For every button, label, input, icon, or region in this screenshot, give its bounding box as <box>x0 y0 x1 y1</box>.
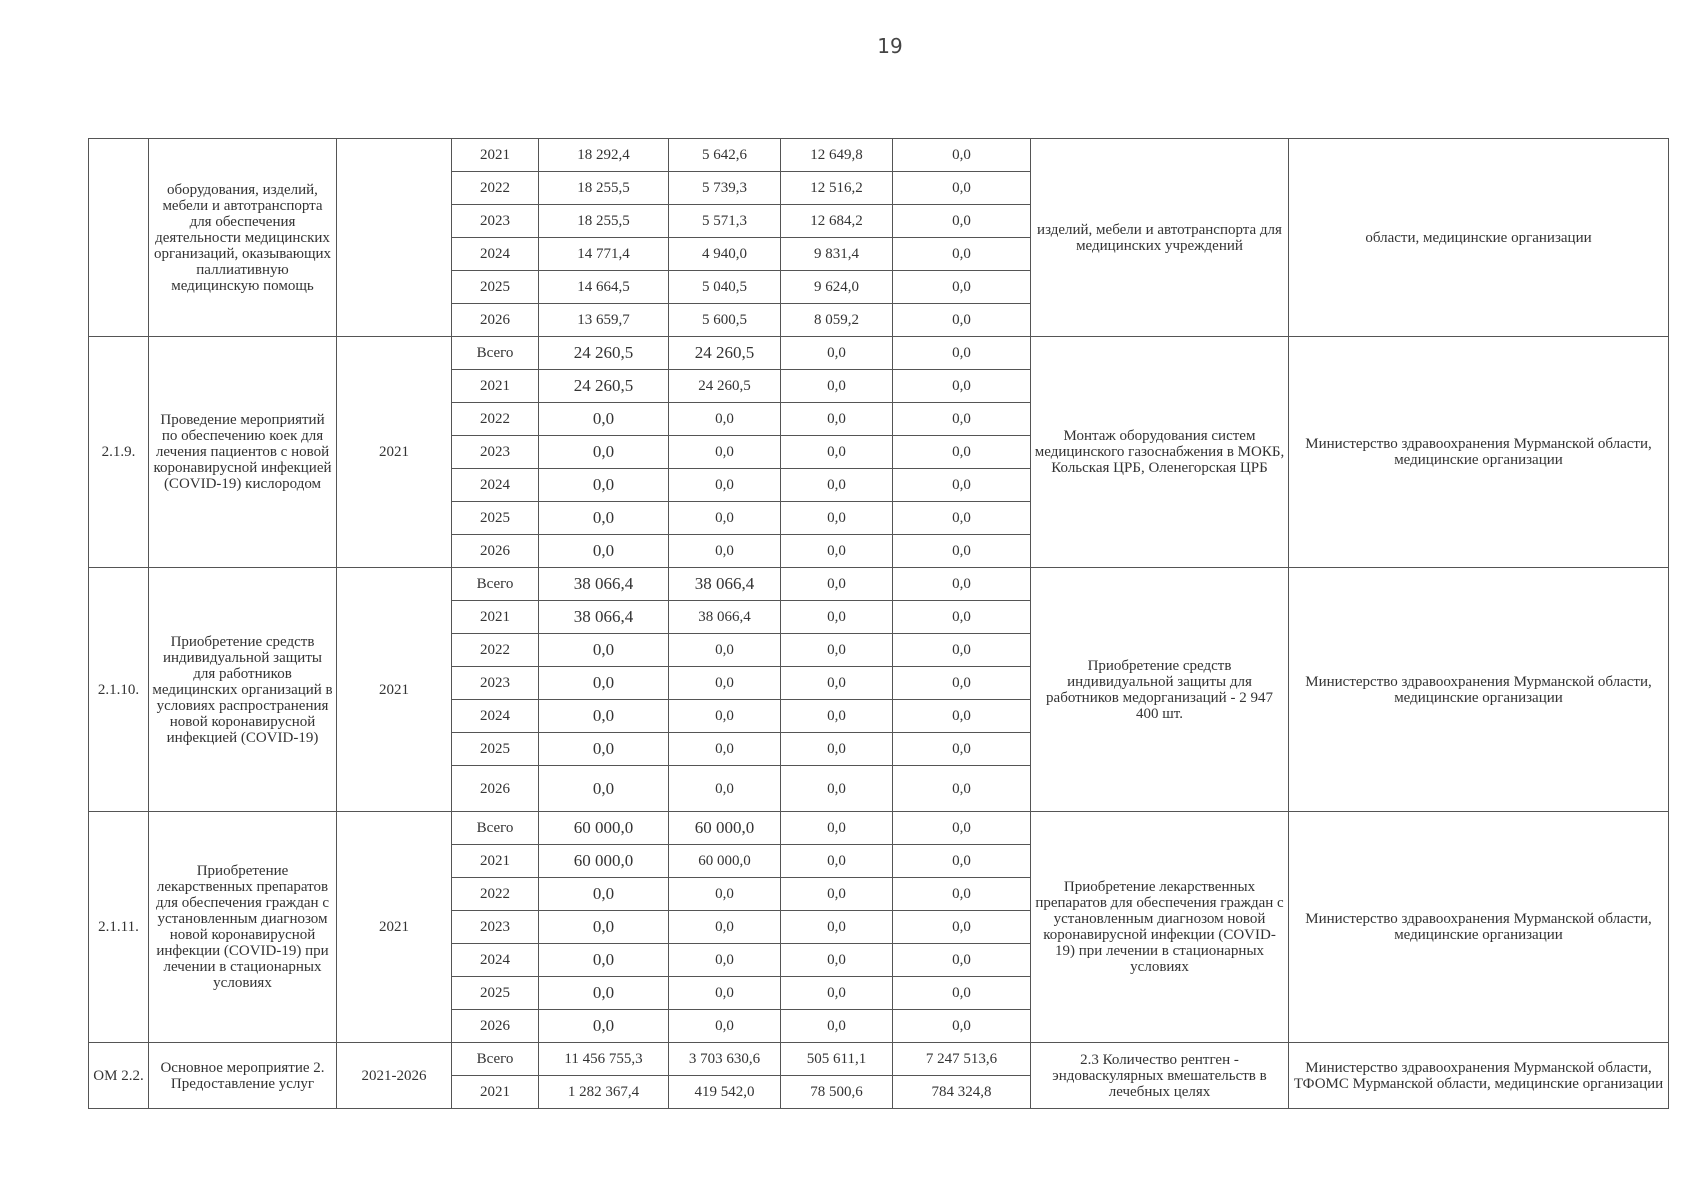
total-cell: 11 456 755,3 <box>539 1043 669 1076</box>
source3-cell: 0,0 <box>893 700 1031 733</box>
source1-cell: 0,0 <box>669 766 781 812</box>
executor-cell: Министерство здравоохранения Мурманской области, медицинские организации <box>1289 337 1669 568</box>
source1-cell: 5 642,6 <box>669 139 781 172</box>
source3-cell: 0,0 <box>893 502 1031 535</box>
year-cell: 2024 <box>452 944 539 977</box>
total-cell: 24 260,5 <box>539 337 669 370</box>
source3-cell: 0,0 <box>893 568 1031 601</box>
year-cell: 2022 <box>452 634 539 667</box>
total-cell: 0,0 <box>539 634 669 667</box>
source2-cell: 78 500,6 <box>781 1076 893 1109</box>
source3-cell: 0,0 <box>893 944 1031 977</box>
year-cell: Всего <box>452 568 539 601</box>
source1-cell: 38 066,4 <box>669 601 781 634</box>
item-index: ОМ 2.2. <box>89 1043 149 1109</box>
total-cell: 60 000,0 <box>539 845 669 878</box>
item-index <box>89 139 149 337</box>
item-period: 2021 <box>337 568 452 812</box>
source2-cell: 505 611,1 <box>781 1043 893 1076</box>
source1-cell: 0,0 <box>669 878 781 911</box>
table-row <box>89 1043 1669 1076</box>
item-name: Приобретение средств индивидуальной защиты для работников медицинских организаций в условиях распространения новой коронавирусной инфекцией (COVID-19) <box>149 568 337 812</box>
total-cell: 1 282 367,4 <box>539 1076 669 1109</box>
source2-cell: 0,0 <box>781 469 893 502</box>
source1-cell: 24 260,5 <box>669 337 781 370</box>
source1-cell: 0,0 <box>669 977 781 1010</box>
executor-cell: Министерство здравоохранения Мурманской области, ТФОМС Мурманской области, медицинские организации <box>1289 1043 1669 1109</box>
source2-cell: 0,0 <box>781 535 893 568</box>
source3-cell: 0,0 <box>893 634 1031 667</box>
source2-cell: 0,0 <box>781 667 893 700</box>
source3-cell: 0,0 <box>893 766 1031 812</box>
indicator-cell: изделий, мебели и автотранспорта для медицинских учреждений <box>1031 139 1289 337</box>
source1-cell: 0,0 <box>669 944 781 977</box>
year-cell: 2021 <box>452 1076 539 1109</box>
source3-cell: 0,0 <box>893 436 1031 469</box>
source1-cell: 0,0 <box>669 700 781 733</box>
total-cell: 0,0 <box>539 977 669 1010</box>
table-row <box>89 337 1669 370</box>
source2-cell: 8 059,2 <box>781 304 893 337</box>
source1-cell: 38 066,4 <box>669 568 781 601</box>
year-cell: 2024 <box>452 700 539 733</box>
program-table <box>88 138 1669 1109</box>
total-cell: 0,0 <box>539 766 669 812</box>
total-cell: 14 771,4 <box>539 238 669 271</box>
year-cell: Всего <box>452 1043 539 1076</box>
indicator-cell: Монтаж оборудования систем медицинского газоснабжения в МОКБ, Кольская ЦРБ, Оленегорская ЦРБ <box>1031 337 1289 568</box>
source2-cell: 0,0 <box>781 812 893 845</box>
year-cell: 2025 <box>452 977 539 1010</box>
source2-cell: 0,0 <box>781 601 893 634</box>
table-body <box>89 139 1669 1109</box>
source1-cell: 0,0 <box>669 469 781 502</box>
total-cell: 13 659,7 <box>539 304 669 337</box>
source3-cell: 0,0 <box>893 601 1031 634</box>
source2-cell: 0,0 <box>781 878 893 911</box>
source1-cell: 419 542,0 <box>669 1076 781 1109</box>
source2-cell: 0,0 <box>781 370 893 403</box>
source3-cell: 0,0 <box>893 403 1031 436</box>
total-cell: 38 066,4 <box>539 568 669 601</box>
item-name: оборудования, изделий, мебели и автотранспорта для обеспечения деятельности медицинских организаций, оказывающих паллиативную медицинскую помощь <box>149 139 337 337</box>
year-cell: 2025 <box>452 733 539 766</box>
source3-cell: 0,0 <box>893 238 1031 271</box>
total-cell: 0,0 <box>539 878 669 911</box>
year-cell: Всего <box>452 337 539 370</box>
source3-cell: 0,0 <box>893 139 1031 172</box>
year-cell: 2022 <box>452 172 539 205</box>
source2-cell: 0,0 <box>781 403 893 436</box>
total-cell: 0,0 <box>539 403 669 436</box>
source2-cell: 12 684,2 <box>781 205 893 238</box>
item-name: Основное мероприятие 2. Предоставление услуг <box>149 1043 337 1109</box>
source3-cell: 0,0 <box>893 845 1031 878</box>
source2-cell: 0,0 <box>781 944 893 977</box>
executor-cell: Министерство здравоохранения Мурманской области, медицинские организации <box>1289 568 1669 812</box>
source2-cell: 0,0 <box>781 568 893 601</box>
source2-cell: 0,0 <box>781 700 893 733</box>
year-cell: 2022 <box>452 878 539 911</box>
year-cell: 2024 <box>452 469 539 502</box>
source3-cell: 784 324,8 <box>893 1076 1031 1109</box>
year-cell: 2021 <box>452 139 539 172</box>
year-cell: Всего <box>452 812 539 845</box>
year-cell: 2021 <box>452 845 539 878</box>
source2-cell: 0,0 <box>781 766 893 812</box>
source2-cell: 0,0 <box>781 337 893 370</box>
source3-cell: 0,0 <box>893 205 1031 238</box>
source2-cell: 9 831,4 <box>781 238 893 271</box>
total-cell: 0,0 <box>539 667 669 700</box>
year-cell: 2023 <box>452 205 539 238</box>
source2-cell: 12 649,8 <box>781 139 893 172</box>
source1-cell: 0,0 <box>669 1010 781 1043</box>
source1-cell: 5 739,3 <box>669 172 781 205</box>
source1-cell: 0,0 <box>669 502 781 535</box>
source1-cell: 0,0 <box>669 634 781 667</box>
source1-cell: 0,0 <box>669 667 781 700</box>
table-row <box>89 139 1669 172</box>
source3-cell: 0,0 <box>893 667 1031 700</box>
total-cell: 0,0 <box>539 733 669 766</box>
total-cell: 0,0 <box>539 911 669 944</box>
source3-cell: 0,0 <box>893 304 1031 337</box>
source3-cell: 0,0 <box>893 733 1031 766</box>
year-cell: 2025 <box>452 502 539 535</box>
year-cell: 2026 <box>452 766 539 812</box>
source3-cell: 0,0 <box>893 1010 1031 1043</box>
total-cell: 18 255,5 <box>539 205 669 238</box>
source1-cell: 0,0 <box>669 733 781 766</box>
indicator-cell: 2.3 Количество рентген - эндоваскулярных вмешательств в лечебных целях <box>1031 1043 1289 1109</box>
source1-cell: 3 703 630,6 <box>669 1043 781 1076</box>
year-cell: 2022 <box>452 403 539 436</box>
item-index: 2.1.10. <box>89 568 149 812</box>
source2-cell: 0,0 <box>781 1010 893 1043</box>
source3-cell: 0,0 <box>893 977 1031 1010</box>
item-period: 2021-2026 <box>337 1043 452 1109</box>
source3-cell: 0,0 <box>893 337 1031 370</box>
total-cell: 0,0 <box>539 502 669 535</box>
total-cell: 0,0 <box>539 700 669 733</box>
item-index: 2.1.11. <box>89 812 149 1043</box>
source2-cell: 0,0 <box>781 634 893 667</box>
source3-cell: 0,0 <box>893 370 1031 403</box>
source1-cell: 0,0 <box>669 436 781 469</box>
source3-cell: 0,0 <box>893 878 1031 911</box>
source3-cell: 0,0 <box>893 911 1031 944</box>
source1-cell: 5 571,3 <box>669 205 781 238</box>
item-period: 2021 <box>337 337 452 568</box>
total-cell: 24 260,5 <box>539 370 669 403</box>
source2-cell: 0,0 <box>781 977 893 1010</box>
indicator-cell: Приобретение лекарственных препаратов для обеспечения граждан с установленным диагнозом новой коронавирусной инфекции (COVID-19) при лечении в стационарных условиях <box>1031 812 1289 1043</box>
page-number: 19 <box>877 34 903 58</box>
item-period: 2021 <box>337 812 452 1043</box>
source2-cell: 0,0 <box>781 502 893 535</box>
source2-cell: 0,0 <box>781 436 893 469</box>
total-cell: 38 066,4 <box>539 601 669 634</box>
total-cell: 18 255,5 <box>539 172 669 205</box>
source1-cell: 0,0 <box>669 535 781 568</box>
total-cell: 14 664,5 <box>539 271 669 304</box>
source3-cell: 7 247 513,6 <box>893 1043 1031 1076</box>
year-cell: 2024 <box>452 238 539 271</box>
year-cell: 2021 <box>452 370 539 403</box>
year-cell: 2026 <box>452 535 539 568</box>
source1-cell: 60 000,0 <box>669 812 781 845</box>
total-cell: 0,0 <box>539 535 669 568</box>
source3-cell: 0,0 <box>893 271 1031 304</box>
year-cell: 2023 <box>452 436 539 469</box>
total-cell: 0,0 <box>539 1010 669 1043</box>
source3-cell: 0,0 <box>893 812 1031 845</box>
source3-cell: 0,0 <box>893 172 1031 205</box>
source1-cell: 5 600,5 <box>669 304 781 337</box>
source3-cell: 0,0 <box>893 535 1031 568</box>
year-cell: 2023 <box>452 911 539 944</box>
source1-cell: 4 940,0 <box>669 238 781 271</box>
item-name: Проведение мероприятий по обеспечению коек для лечения пациентов с новой коронавирусной инфекцией (COVID-19) кислородом <box>149 337 337 568</box>
year-cell: 2026 <box>452 304 539 337</box>
source2-cell: 0,0 <box>781 733 893 766</box>
source3-cell: 0,0 <box>893 469 1031 502</box>
table-row <box>89 812 1669 845</box>
executor-cell: области, медицинские организации <box>1289 139 1669 337</box>
indicator-cell: Приобретение средств индивидуальной защиты для работников медорганизаций - 2 947 400 шт. <box>1031 568 1289 812</box>
total-cell: 60 000,0 <box>539 812 669 845</box>
year-cell: 2023 <box>452 667 539 700</box>
year-cell: 2026 <box>452 1010 539 1043</box>
total-cell: 0,0 <box>539 469 669 502</box>
source2-cell: 0,0 <box>781 911 893 944</box>
item-period <box>337 139 452 337</box>
source1-cell: 5 040,5 <box>669 271 781 304</box>
source2-cell: 0,0 <box>781 845 893 878</box>
total-cell: 18 292,4 <box>539 139 669 172</box>
table-row <box>89 568 1669 601</box>
source1-cell: 0,0 <box>669 403 781 436</box>
executor-cell: Министерство здравоохранения Мурманской области, медицинские организации <box>1289 812 1669 1043</box>
source2-cell: 12 516,2 <box>781 172 893 205</box>
year-cell: 2025 <box>452 271 539 304</box>
total-cell: 0,0 <box>539 944 669 977</box>
year-cell: 2021 <box>452 601 539 634</box>
source1-cell: 0,0 <box>669 911 781 944</box>
source2-cell: 9 624,0 <box>781 271 893 304</box>
total-cell: 0,0 <box>539 436 669 469</box>
source1-cell: 60 000,0 <box>669 845 781 878</box>
source1-cell: 24 260,5 <box>669 370 781 403</box>
item-index: 2.1.9. <box>89 337 149 568</box>
item-name: Приобретение лекарственных препаратов для обеспечения граждан с установленным диагнозом новой коронавирусной инфекции (COVID-19) при лечении в стационарных условиях <box>149 812 337 1043</box>
